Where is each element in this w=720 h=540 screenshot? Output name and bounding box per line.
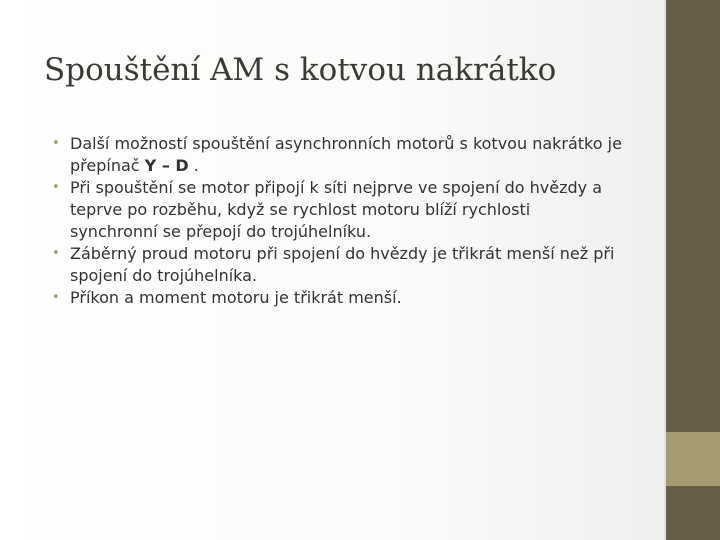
bullet-dot-icon: •	[52, 136, 60, 151]
bullet-text: Příkon a moment motoru je třikrát menší.	[70, 288, 402, 307]
bullet-item	[52, 287, 622, 309]
bullet-list	[52, 133, 622, 309]
bullet-tail-text: .	[188, 156, 199, 175]
bullet-bold-text: Y – D	[144, 156, 189, 175]
bullet-text: Záběrný proud motoru při spojení do hvězdy je třikrát menší než při spojení do trojúhelníka.	[70, 244, 615, 285]
bullet-dot-icon: •	[52, 290, 60, 305]
bullet-item	[52, 243, 622, 287]
bullet-text: Při spouštění se motor připojí k síti nejprve ve spojení do hvězdy a teprve po rozběhu, když se rychlost motoru blíží rychlosti synchronní se přepojí do trojúhelníku.	[70, 178, 603, 241]
bullet-item	[52, 177, 622, 243]
slide-title: Spouštění AM s kotvou nakrátko	[44, 52, 557, 88]
bullet-dot-icon: •	[52, 246, 60, 261]
bullet-dot-icon: •	[52, 180, 60, 195]
sidebar-accent-block	[666, 432, 720, 486]
bullet-item	[52, 133, 622, 177]
bullet-text: Další možností spouštění asynchronních motorů s kotvou nakrátko je přepínač	[70, 134, 622, 175]
